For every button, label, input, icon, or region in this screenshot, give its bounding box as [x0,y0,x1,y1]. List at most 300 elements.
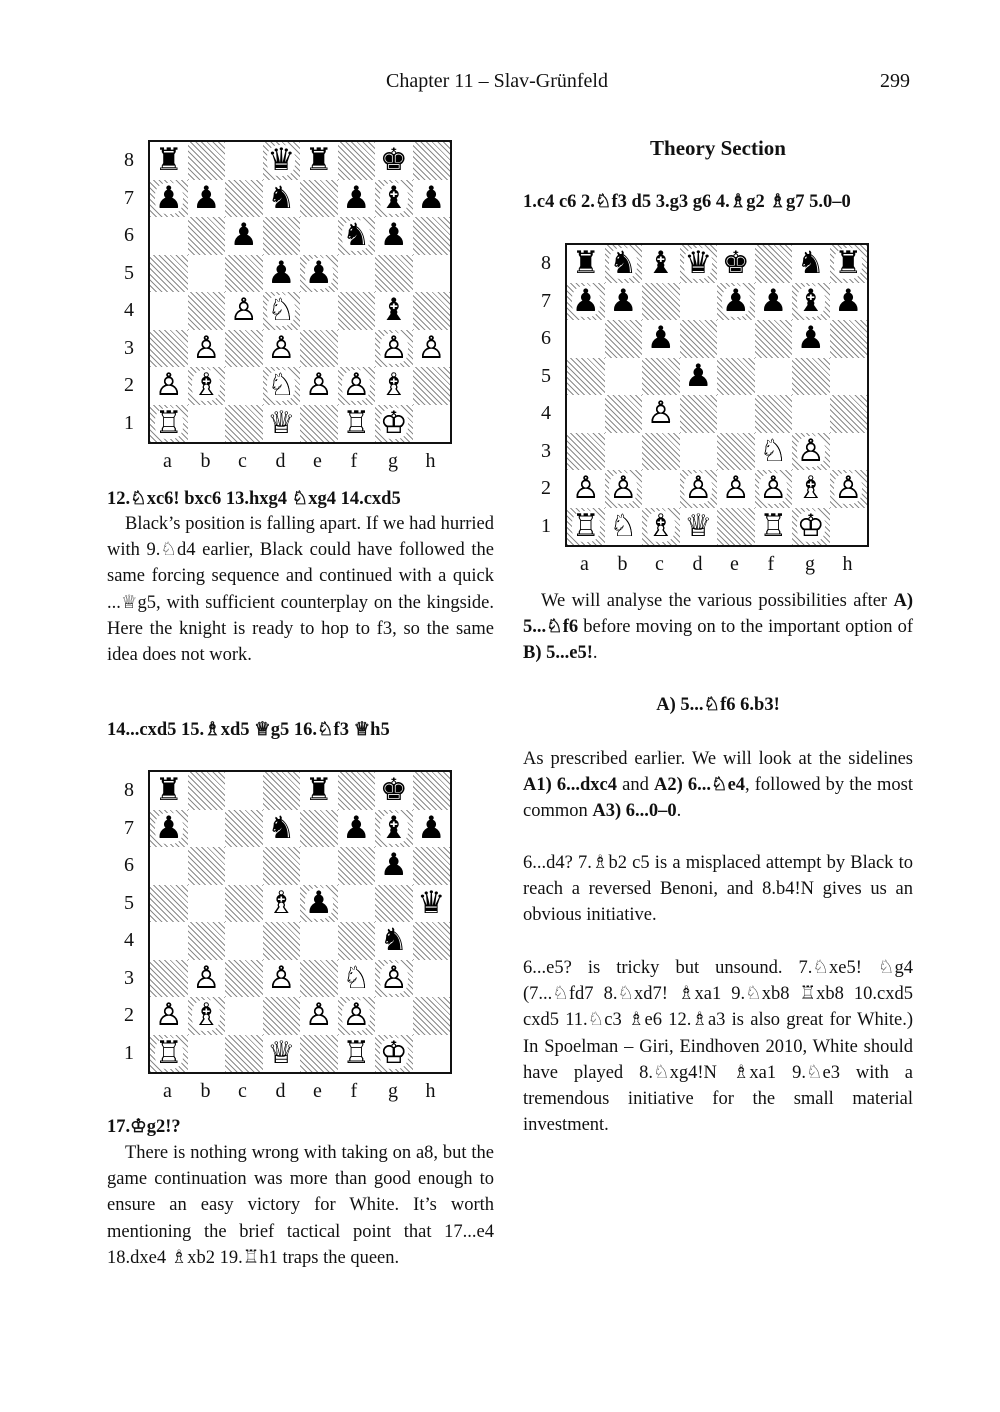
square-a1 [150,405,188,443]
square-c3 [225,960,263,998]
right-paragraph-2 [523,746,913,825]
rank-label: 1 [124,1041,134,1064]
file-label: c [238,1080,247,1102]
square-c3 [225,330,263,368]
file-label: d [275,450,286,472]
square-e6 [300,847,338,885]
file-label: c [238,450,247,472]
square-e2 [300,367,338,405]
main-line-heading: 1.c4 c6 2.♘f3 d5 3.g3 g6 4.♗g2 ♗g7 5.0–0 [523,192,851,212]
square-d1 [680,508,718,546]
square-g5 [792,358,830,396]
black-pawn-icon: ♟ [721,282,750,319]
file-label: b [200,450,211,472]
file-label: d [275,1080,286,1102]
white-bishop-icon: ♗ [646,507,675,544]
square-e7 [300,180,338,218]
square-f7 [338,810,376,848]
white-rook-icon: ♖ [342,404,371,441]
black-knight-icon: ♞ [379,922,408,959]
square-g1 [792,508,830,546]
square-g8 [792,245,830,283]
square-d7 [263,810,301,848]
square-e4 [300,922,338,960]
square-f5 [338,885,376,923]
square-c4 [642,395,680,433]
black-knight-icon: ♞ [609,245,638,282]
black-pawn-icon: ♟ [417,809,446,846]
black-rook-icon: ♜ [571,245,600,282]
page-number: 299 [880,70,910,92]
file-label: b [617,553,628,575]
white-pawn-icon: ♙ [342,367,371,404]
square-a4 [567,395,605,433]
square-c3 [642,433,680,471]
black-bishop-icon: ♝ [379,809,408,846]
file-label: g [388,450,398,472]
square-d8 [680,245,718,283]
square-e4 [300,292,338,330]
black-pawn-icon: ♟ [304,884,333,921]
square-d1 [263,1035,301,1073]
square-f8 [338,772,376,810]
white-pawn-icon: ♙ [417,329,446,366]
white-pawn-icon: ♙ [379,959,408,996]
square-b1 [188,405,226,443]
square-d3 [680,433,718,471]
black-pawn-icon: ♟ [759,282,788,319]
square-c7 [225,180,263,218]
square-f6 [338,847,376,885]
square-g2 [375,997,413,1035]
black-pawn-icon: ♟ [379,847,408,884]
white-pawn-icon: ♙ [571,470,600,507]
white-knight-icon: ♘ [267,367,296,404]
square-g6 [375,217,413,255]
square-e5 [300,255,338,293]
black-queen-icon: ♛ [267,142,296,179]
rank-label: 4 [541,402,551,424]
white-pawn-icon: ♙ [721,470,750,507]
square-c1 [642,508,680,546]
square-e5 [300,885,338,923]
square-b3 [188,960,226,998]
text-run: before moving on to the important option of [578,617,913,638]
white-pawn-icon: ♙ [154,997,183,1034]
variation-a3-label: A3) 6...0–0 [592,801,677,822]
square-c7 [225,810,263,848]
white-knight-icon: ♘ [342,959,371,996]
rank-label: 2 [541,477,551,499]
black-king-icon: ♚ [379,772,408,809]
square-d2 [263,367,301,405]
square-g6 [375,847,413,885]
chess-board [148,770,452,1074]
file-label: a [163,450,172,472]
square-g6 [792,320,830,358]
square-h2 [413,367,451,405]
black-knight-icon: ♞ [267,179,296,216]
square-a8 [567,245,605,283]
file-label: e [313,1080,322,1102]
text-run: . [676,801,682,822]
square-a6 [150,847,188,885]
white-bishop-icon: ♗ [267,884,296,921]
rank-label: 7 [541,289,551,312]
square-g2 [375,367,413,405]
square-a6 [150,217,188,255]
square-b3 [605,433,643,471]
square-b8 [605,245,643,283]
square-c1 [225,405,263,443]
white-pawn-icon: ♙ [304,367,333,404]
rank-label: 6 [124,854,134,876]
square-b7 [188,180,226,218]
square-f5 [755,358,793,396]
square-a3 [150,330,188,368]
square-h5 [830,358,868,396]
square-g4 [375,922,413,960]
black-knight-icon: ♞ [267,809,296,846]
text-run: . [592,643,598,664]
square-a8 [150,142,188,180]
black-bishop-icon: ♝ [646,245,675,282]
square-d2 [263,997,301,1035]
square-e8 [300,772,338,810]
file-label: f [350,450,358,472]
square-b7 [188,810,226,848]
black-pawn-icon: ♟ [571,282,600,319]
white-bishop-icon: ♗ [192,997,221,1034]
white-knight-icon: ♘ [267,292,296,329]
square-g3 [792,433,830,471]
black-knight-icon: ♞ [796,245,825,282]
square-c2 [225,367,263,405]
square-h6 [413,217,451,255]
square-e6 [300,217,338,255]
left-paragraph-2: There is nothing wrong with taking on a8, but the game continuation was more than good enough to ensure an easy victory for White. It’s worth mentioning the brief tactical point that 17...e4 18.dxe4 ♗xb2 19.♖h1 traps the queen. [107,1143,494,1268]
square-c8 [642,245,680,283]
square-e2 [300,997,338,1035]
square-g7 [792,283,830,321]
square-a7 [150,180,188,218]
rank-label: 6 [541,327,551,349]
white-queen-icon: ♕ [267,404,296,441]
text-run: , followed by the most common [523,775,913,822]
square-d6 [680,320,718,358]
square-f4 [755,395,793,433]
square-e3 [300,330,338,368]
white-queen-icon: ♕ [267,1034,296,1071]
black-rook-icon: ♜ [304,142,333,179]
variation-a1-label: A1) 6...dxc4 [523,775,618,796]
black-pawn-icon: ♟ [646,320,675,357]
black-queen-icon: ♛ [684,245,713,282]
square-h6 [830,320,868,358]
white-king-icon: ♔ [379,404,408,441]
square-f4 [338,292,376,330]
running-head: Chapter 11 – Slav-Grünfeld [386,70,608,92]
square-h2 [413,997,451,1035]
square-d4 [263,292,301,330]
square-d4 [263,922,301,960]
rank-label: 2 [124,1004,134,1026]
square-g3 [375,960,413,998]
square-g8 [375,772,413,810]
square-h8 [830,245,868,283]
square-b5 [188,885,226,923]
square-e4 [717,395,755,433]
square-d8 [263,142,301,180]
square-f1 [755,508,793,546]
square-f3 [755,433,793,471]
square-b7 [605,283,643,321]
chess-diagram-2 [535,243,875,583]
square-c5 [225,255,263,293]
rank-label: 5 [124,261,134,284]
rank-label: 5 [541,364,551,387]
black-king-icon: ♚ [379,142,408,179]
white-bishop-icon: ♗ [192,367,221,404]
square-e7 [717,283,755,321]
file-label: h [842,553,853,575]
square-d3 [263,330,301,368]
file-label: f [767,553,775,575]
white-rook-icon: ♖ [154,404,183,441]
variation-a2-label: A2) 6...♘e4 [653,775,746,796]
black-pawn-icon: ♟ [192,179,221,216]
move-heading-1: 12.♘xc6! bxc6 13.hxg4 ♘xg4 14.cxd5 [107,489,401,509]
black-pawn-icon: ♟ [229,217,258,254]
file-label: a [163,1080,172,1102]
white-queen-icon: ♕ [684,507,713,544]
black-pawn-icon: ♟ [267,254,296,291]
left-paragraph-1: Black’s position is falling apart. If we had hurried with 9.♘d4 earlier, Black could have followed the same forcing sequence and continued with a quick ...♕g5, with sufficient counterplay on the kingside. Here the knight is ready to hop to f3, so the same idea does not work. [107,514,494,666]
white-knight-icon: ♘ [609,507,638,544]
white-pawn-icon: ♙ [154,367,183,404]
square-d6 [263,217,301,255]
black-pawn-icon: ♟ [154,809,183,846]
square-a5 [567,358,605,396]
white-pawn-icon: ♙ [609,470,638,507]
square-b6 [188,847,226,885]
square-f1 [338,1035,376,1073]
square-e5 [717,358,755,396]
rank-label: 8 [541,252,551,274]
square-h3 [830,433,868,471]
square-d6 [263,847,301,885]
rank-label: 4 [124,299,134,321]
white-pawn-icon: ♙ [267,329,296,366]
white-knight-icon: ♘ [759,432,788,469]
square-e7 [300,810,338,848]
square-g2 [792,470,830,508]
white-pawn-icon: ♙ [229,292,258,329]
square-c4 [225,292,263,330]
square-a2 [150,367,188,405]
square-f1 [338,405,376,443]
white-bishop-icon: ♗ [796,470,825,507]
square-d5 [263,885,301,923]
square-e8 [300,142,338,180]
rank-label: 1 [541,514,551,537]
square-g5 [375,885,413,923]
square-f4 [338,922,376,960]
square-c8 [225,772,263,810]
black-bishop-icon: ♝ [379,179,408,216]
square-d7 [263,180,301,218]
white-king-icon: ♔ [796,507,825,544]
square-h8 [413,142,451,180]
square-g5 [375,255,413,293]
right-paragraph-4: 6...e5? is tricky but unsound. 7.♘xe5! ♘g4 (7...♘fd7 8.♘xd7! ♗xa1 9.♘xb8 ♖xb8 10.cxd5 cxd5 11.♘c3 ♗e6 12.♗a3 is also great for White.) In Spoelman – Giri, Eindhoven 2010, White should have played 8.♘xg4!N ♗xa1 9.♘e3 with a tremendous initiative for the small material investment. [523,958,913,1136]
rank-label: 6 [124,224,134,246]
chess-diagram-1 [118,140,458,480]
square-g4 [375,292,413,330]
white-bishop-icon: ♗ [379,367,408,404]
black-rook-icon: ♜ [154,142,183,179]
square-f7 [338,180,376,218]
square-e3 [717,433,755,471]
square-a1 [150,1035,188,1073]
chess-diagram-3 [118,770,458,1110]
square-e2 [717,470,755,508]
black-rook-icon: ♜ [154,772,183,809]
square-d5 [680,358,718,396]
text-run: As prescribed earlier. We will look at the sidelines [523,749,913,769]
square-c2 [225,997,263,1035]
square-g4 [792,395,830,433]
move-heading-2: 14...cxd5 15.♗xd5 ♕g5 16.♘f3 ♕h5 [107,720,390,740]
black-rook-icon: ♜ [834,245,863,282]
white-rook-icon: ♖ [342,1034,371,1071]
square-d5 [263,255,301,293]
right-paragraph-3: 6...d4? 7.♗b2 c5 is a misplaced attempt by Black to reach a reversed Benoni, and 8.b4!N gives us an obvious initiative. [523,853,913,926]
square-a7 [150,810,188,848]
square-b6 [605,320,643,358]
square-f2 [338,997,376,1035]
square-b6 [188,217,226,255]
square-f8 [755,245,793,283]
square-g1 [375,405,413,443]
white-rook-icon: ♖ [154,1034,183,1071]
white-pawn-icon: ♙ [342,997,371,1034]
black-pawn-icon: ♟ [417,179,446,216]
square-b2 [188,367,226,405]
white-pawn-icon: ♙ [834,470,863,507]
black-pawn-icon: ♟ [796,320,825,357]
square-h4 [413,922,451,960]
rank-label: 3 [124,966,134,989]
chess-board [148,140,452,444]
square-h8 [413,772,451,810]
black-rook-icon: ♜ [304,772,333,809]
white-pawn-icon: ♙ [796,432,825,469]
right-paragraph-1 [523,588,913,667]
white-rook-icon: ♖ [759,507,788,544]
rank-label: 8 [124,779,134,801]
square-f3 [338,960,376,998]
file-label: f [350,1080,358,1102]
square-c5 [225,885,263,923]
rank-label: 7 [124,186,134,209]
square-a1 [567,508,605,546]
white-pawn-icon: ♙ [304,997,333,1034]
white-pawn-icon: ♙ [759,470,788,507]
variation-a-label: A) 5...♘f6 [523,591,913,638]
file-label: g [388,1080,398,1102]
file-label: c [655,553,664,575]
rank-label: 8 [124,149,134,171]
square-h3 [413,330,451,368]
rank-label: 3 [124,336,134,359]
square-d3 [263,960,301,998]
square-h4 [830,395,868,433]
square-e1 [300,1035,338,1073]
rank-label: 5 [124,891,134,914]
file-label: b [200,1080,211,1102]
square-c4 [225,922,263,960]
file-label: h [425,450,436,472]
square-f2 [755,470,793,508]
square-d4 [680,395,718,433]
square-f2 [338,367,376,405]
white-rook-icon: ♖ [571,507,600,544]
square-h1 [830,508,868,546]
square-d1 [263,405,301,443]
black-bishop-icon: ♝ [796,282,825,319]
variation-heading: A) 5...♘f6 6.b3! [656,695,780,715]
square-a3 [150,960,188,998]
square-h1 [413,405,451,443]
square-b2 [188,997,226,1035]
black-pawn-icon: ♟ [379,217,408,254]
square-g8 [375,142,413,180]
square-a2 [567,470,605,508]
square-b2 [605,470,643,508]
black-pawn-icon: ♟ [154,179,183,216]
file-label: d [692,553,703,575]
white-pawn-icon: ♙ [192,329,221,366]
square-b3 [188,330,226,368]
square-g7 [375,180,413,218]
black-pawn-icon: ♟ [342,179,371,216]
square-g1 [375,1035,413,1073]
square-g7 [375,810,413,848]
square-h5 [413,885,451,923]
white-pawn-icon: ♙ [646,395,675,432]
square-a4 [150,292,188,330]
rank-label: 7 [124,816,134,839]
white-pawn-icon: ♙ [192,959,221,996]
square-a6 [567,320,605,358]
square-a2 [150,997,188,1035]
square-c8 [225,142,263,180]
square-a7 [567,283,605,321]
file-label: a [580,553,589,575]
square-f7 [755,283,793,321]
square-c7 [642,283,680,321]
move-heading-3: 17.♔g2!? [107,1117,181,1137]
rank-label: 1 [124,411,134,434]
section-title: Theory Section [650,136,786,160]
rank-label: 3 [541,439,551,462]
square-c1 [225,1035,263,1073]
square-c6 [225,847,263,885]
square-e8 [717,245,755,283]
file-label: e [313,450,322,472]
white-pawn-icon: ♙ [684,470,713,507]
